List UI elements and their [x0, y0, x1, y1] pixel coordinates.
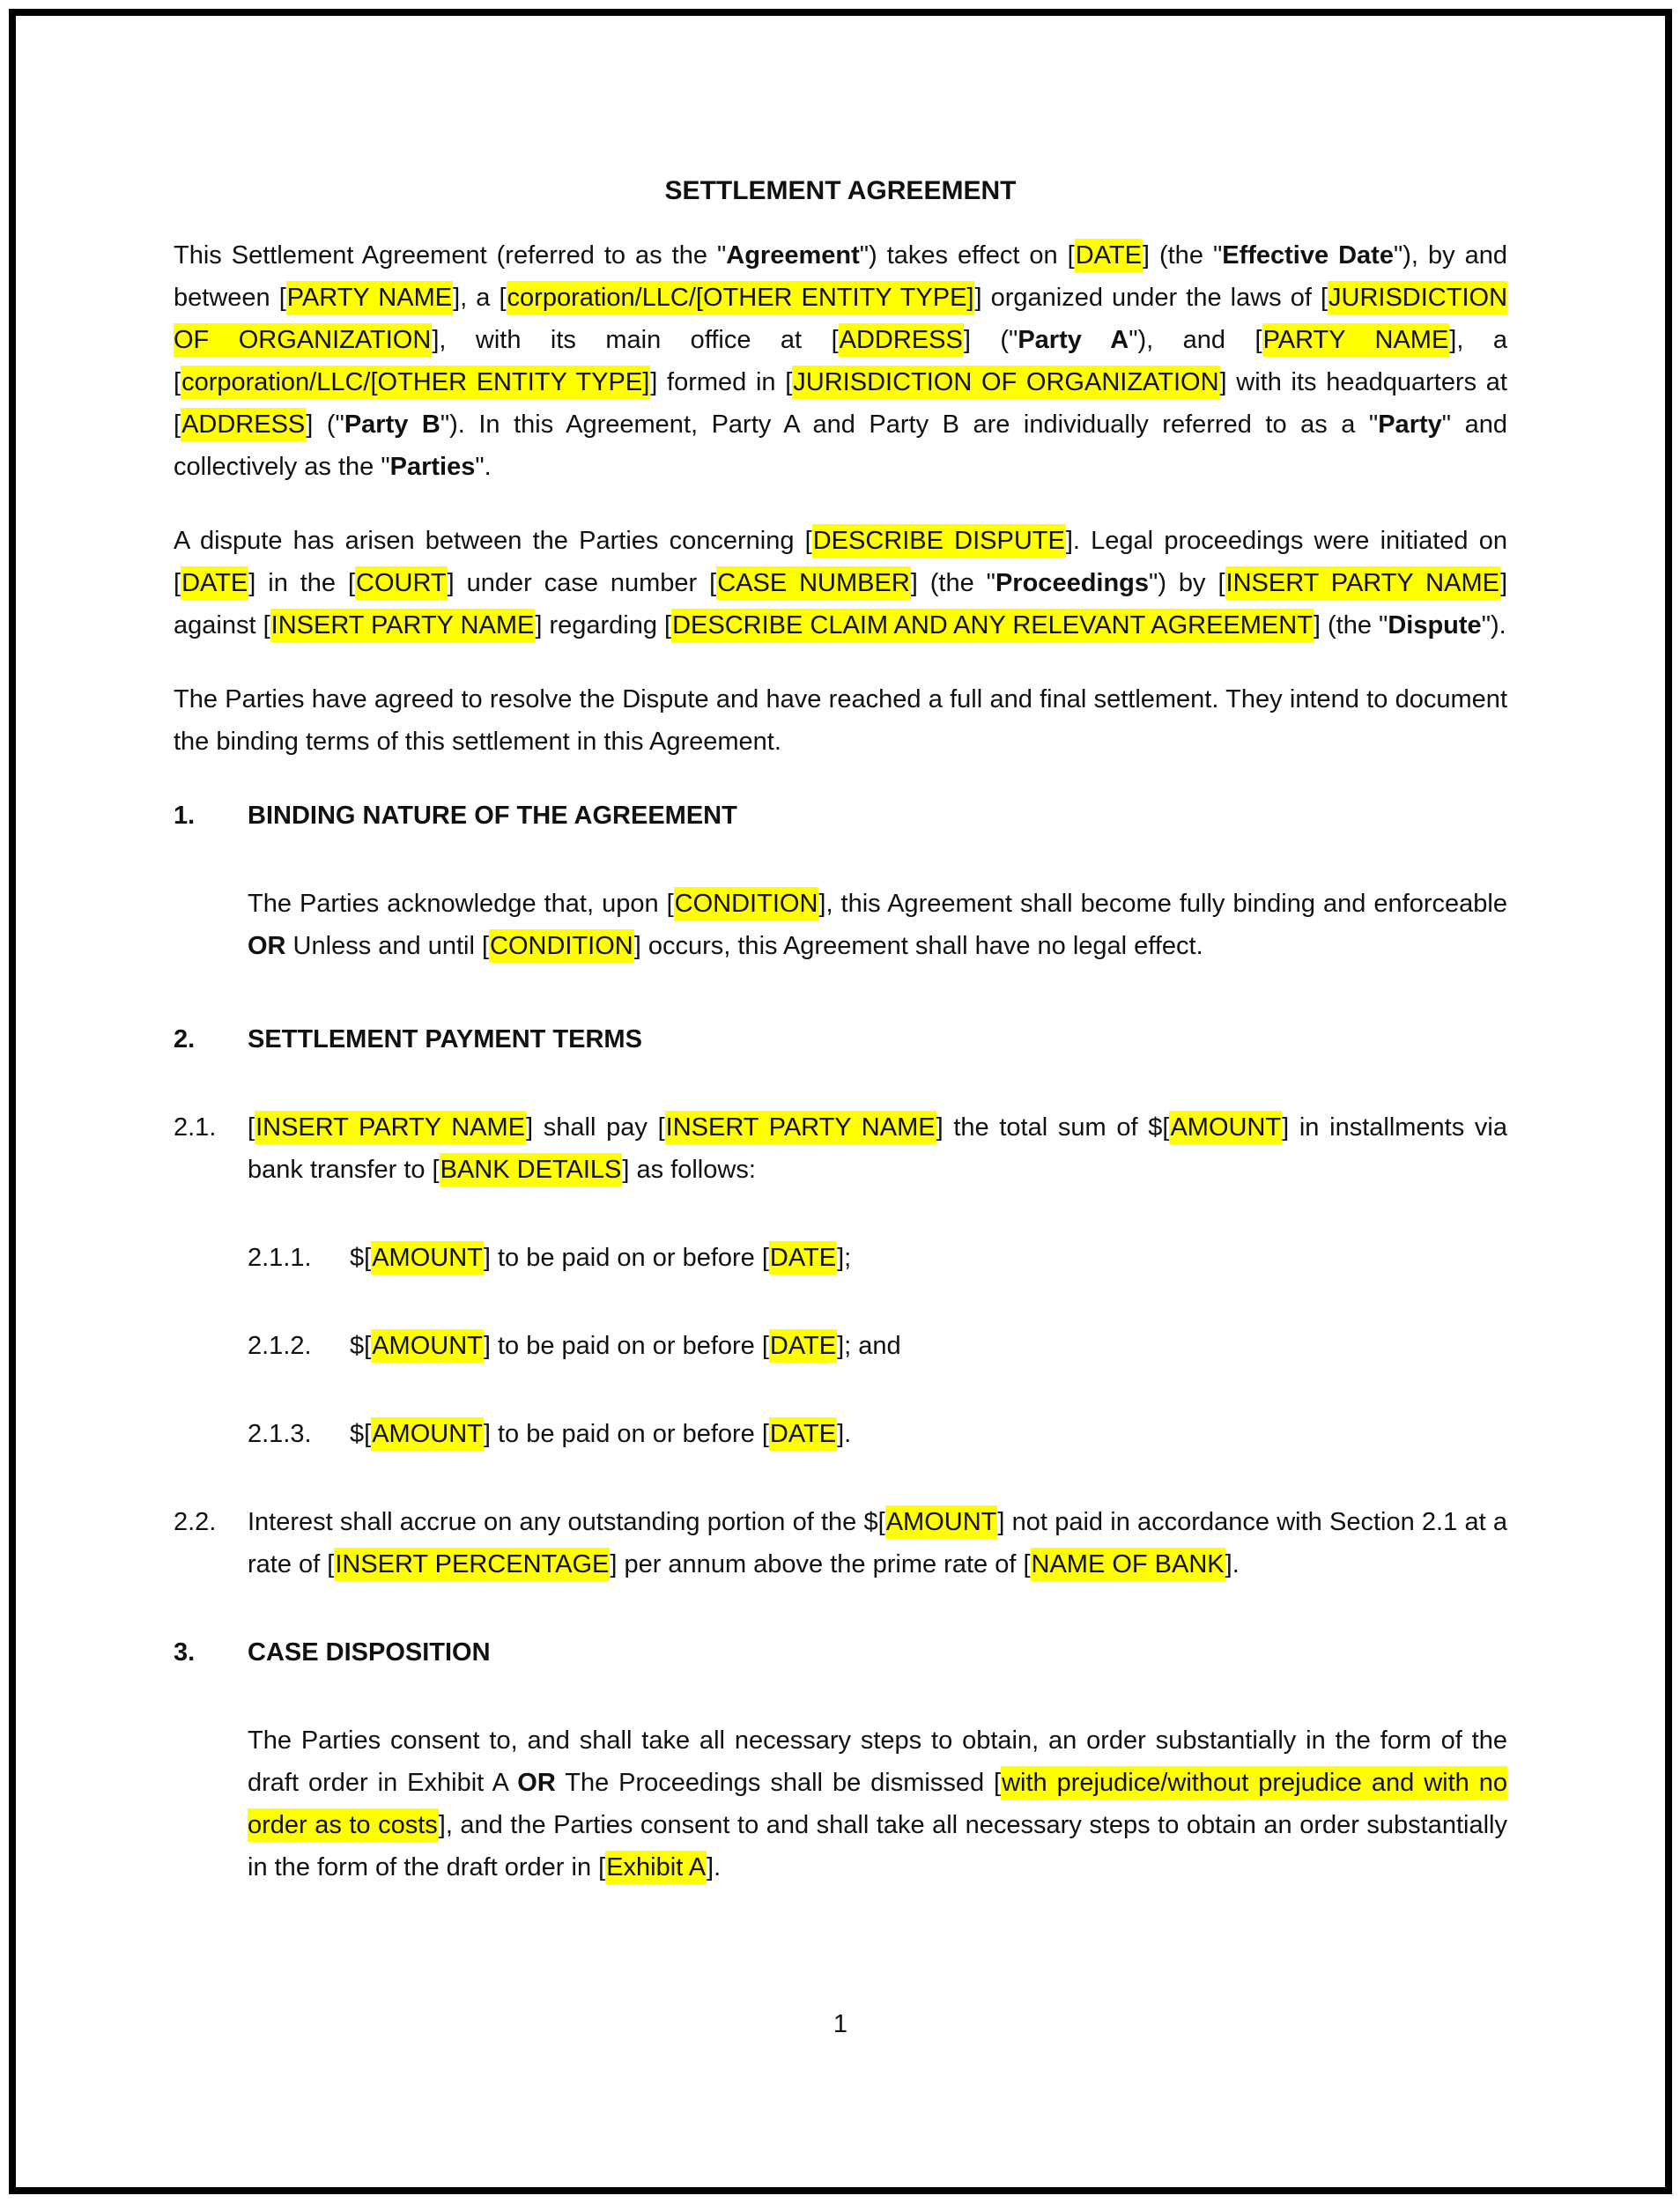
clause-text	[350, 1413, 1507, 1455]
clause-text	[248, 1106, 1507, 1191]
placeholder-highlight: DESCRIBE DISPUTE	[812, 524, 1066, 558]
text-run: ] shall pay [	[526, 1113, 665, 1142]
numbered-clause-2-1	[174, 1106, 1507, 1191]
section-heading-2	[174, 1018, 1507, 1061]
clause-number: 2.1.1.	[248, 1244, 312, 1272]
text-run: ] to be paid on or before [	[483, 1332, 769, 1360]
intro-paragraph	[174, 520, 1507, 647]
text-run: ") takes effect on [	[859, 241, 1075, 270]
text-run: ].	[837, 1420, 852, 1448]
placeholder-highlight: DATE	[1075, 239, 1143, 272]
text-run: ] ("	[306, 410, 344, 439]
text-run: $[	[350, 1420, 372, 1448]
text-run: $[	[350, 1244, 372, 1272]
text-run: ] formed in [	[650, 368, 793, 396]
placeholder-highlight: PARTY NAME	[1262, 323, 1450, 357]
text-run: ] not paid in accordance with Section 2.1 at a rate of [	[248, 1508, 1507, 1578]
text-run: ] occurs, this Agreement shall have no legal effect.	[633, 932, 1203, 960]
placeholder-highlight: CONDITION	[489, 929, 634, 963]
text-run: ] to be paid on or before [	[483, 1244, 769, 1272]
text-run: "). In this Agreement, Party A and Party B are individually referred to as a "	[440, 410, 1379, 439]
text-run: [	[248, 1113, 255, 1142]
text-run: ], a [	[453, 284, 507, 312]
placeholder-highlight: CASE NUMBER	[716, 566, 911, 600]
text-run: ] in the [	[248, 569, 356, 597]
numbered-clause-2-1-3	[248, 1413, 1507, 1455]
text-run: ] the total sum of $[	[936, 1113, 1170, 1142]
bold-text: Dispute	[1388, 611, 1482, 639]
text-run: ] as follows:	[622, 1156, 756, 1184]
placeholder-highlight: ADDRESS	[839, 323, 964, 357]
numbered-clause-2-2	[174, 1501, 1507, 1586]
clause-number: 2.1.3.	[248, 1420, 312, 1448]
placeholder-highlight: COURT	[355, 566, 448, 600]
placeholder-highlight: JURISDICTION OF ORGANIZATION	[792, 366, 1219, 399]
text-run: The Parties consent to, and shall take all necessary steps to obtain, an order substantially in the form of the draft order in Exhibit A	[248, 1726, 1507, 1797]
text-run: $[	[350, 1332, 372, 1360]
text-run: The Parties have agreed to resolve the Dispute and have reached a full and final settlement. They intend to document the binding terms of this settlement in this Agreement.	[174, 685, 1507, 756]
text-run: ] with its headquarters at [	[174, 368, 1507, 439]
text-run: ]. Legal proceedings were initiated on [	[174, 527, 1507, 597]
placeholder-highlight: DATE	[769, 1329, 837, 1363]
numbered-clause-2-1-2	[248, 1325, 1507, 1367]
text-run: ] under case number [	[447, 569, 717, 597]
placeholder-highlight: AMOUNT	[371, 1329, 484, 1363]
text-run: This Settlement Agreement (referred to as the "	[174, 241, 727, 270]
text-run: ] ("	[963, 326, 1018, 354]
text-run: "), and [	[1129, 326, 1262, 354]
section-number: 1.	[174, 802, 196, 830]
clause-text	[350, 1325, 1507, 1367]
placeholder-highlight: DATE	[769, 1241, 837, 1275]
bold-text: Agreement	[726, 241, 860, 270]
placeholder-highlight: AMOUNT	[1169, 1111, 1282, 1144]
section-body	[248, 883, 1507, 967]
placeholder-highlight: INSERT PARTY NAME	[270, 609, 536, 642]
placeholder-highlight: INSERT PERCENTAGE	[334, 1548, 610, 1581]
text-run: ], with its main office at [	[432, 326, 839, 354]
placeholder-highlight: Exhibit A	[605, 1851, 707, 1884]
section-heading-label: BINDING NATURE OF THE AGREEMENT	[248, 802, 737, 830]
placeholder-highlight: ADDRESS	[181, 408, 306, 441]
text-run: ] (the "	[1313, 611, 1388, 639]
bold-text: Effective Date	[1222, 241, 1394, 270]
text-run: Interest shall accrue on any outstanding portion of the $[	[248, 1508, 885, 1536]
page-number: 1	[833, 2010, 848, 2038]
intro-paragraph	[174, 234, 1507, 488]
placeholder-highlight: with prejudice/without prejudice and with no order as to costs	[248, 1766, 1507, 1842]
text-run: A dispute has arisen between the Parties concerning [	[174, 527, 812, 555]
section-number: 3.	[174, 1638, 196, 1667]
text-run: ]; and	[837, 1332, 901, 1360]
text-run: ] in installments via bank transfer to [	[248, 1113, 1508, 1184]
placeholder-highlight: DATE	[769, 1417, 837, 1451]
section-heading-3	[174, 1631, 1507, 1674]
placeholder-highlight: DATE	[181, 566, 248, 600]
text-run: ].	[1225, 1550, 1240, 1578]
text-run: ] (the "	[910, 569, 995, 597]
text-run: ], this Agreement shall become fully binding and enforceable	[818, 890, 1507, 918]
text-run: " and collectively as the "	[174, 410, 1507, 481]
text-run: ] to be paid on or before [	[483, 1420, 769, 1448]
text-run: ], and the Parties consent to and shall take all necessary steps to obtain an order substantially in the form of the draft order in [	[248, 1811, 1507, 1881]
clause-text	[248, 1501, 1507, 1586]
bold-text: Party	[1378, 410, 1442, 439]
section-number: 2.	[174, 1025, 196, 1053]
text-run: ") by [	[1149, 569, 1225, 597]
placeholder-highlight: AMOUNT	[371, 1417, 484, 1451]
placeholder-highlight: AMOUNT	[885, 1505, 998, 1539]
text-run: ").	[1481, 611, 1506, 639]
bold-text: Proceedings	[995, 569, 1150, 597]
text-run: ], a [	[174, 326, 1507, 396]
document-title: SETTLEMENT AGREEMENT	[664, 176, 1017, 205]
text-run: ".	[475, 453, 492, 481]
bold-text: Party B	[344, 410, 440, 439]
clause-number: 2.2.	[174, 1508, 217, 1536]
text-run: ];	[837, 1244, 852, 1272]
placeholder-highlight: INSERT PARTY NAME	[665, 1111, 936, 1144]
placeholder-highlight: JURISDICTION OF ORGANIZATION	[174, 281, 1507, 357]
text-run: ] per annum above the prime rate of [	[610, 1550, 1031, 1578]
text-run: ] against [	[174, 569, 1508, 639]
text-run: "), by and between [	[174, 241, 1507, 312]
bold-text: Party A	[1018, 326, 1129, 354]
text-run: The Parties acknowledge that, upon [	[248, 890, 674, 918]
numbered-clause-2-1-1	[248, 1237, 1507, 1279]
section-heading-label: CASE DISPOSITION	[248, 1638, 491, 1667]
clause-number: 2.1.2.	[248, 1332, 312, 1360]
section-body	[248, 1719, 1507, 1889]
bold-text: Parties	[389, 453, 476, 481]
placeholder-highlight: BANK DETAILS	[440, 1153, 623, 1187]
document-body	[174, 234, 1507, 1889]
section-heading-1	[174, 795, 1507, 837]
document-page	[174, 0, 1507, 2045]
placeholder-highlight: DESCRIBE CLAIM AND ANY RELEVANT AGREEMENT	[671, 609, 1314, 642]
bold-text: OR	[517, 1769, 556, 1797]
text-run: ] regarding [	[535, 611, 672, 639]
placeholder-highlight: corporation/LLC/[OTHER ENTITY TYPE]	[181, 366, 650, 399]
placeholder-highlight: NAME OF BANK	[1031, 1548, 1225, 1581]
intro-paragraph	[174, 678, 1507, 763]
text-run: Unless and until [	[285, 932, 490, 960]
clause-number: 2.1.	[174, 1113, 217, 1142]
text-run: ] organized under the laws of [	[974, 284, 1328, 312]
placeholder-highlight: INSERT PARTY NAME	[255, 1111, 526, 1144]
text-run: The Proceedings shall be dismissed [	[555, 1769, 1002, 1797]
placeholder-highlight: PARTY NAME	[286, 281, 453, 314]
text-run: ] (the "	[1142, 241, 1223, 270]
section-heading-label: SETTLEMENT PAYMENT TERMS	[248, 1025, 642, 1053]
placeholder-highlight: CONDITION	[674, 887, 819, 920]
placeholder-highlight: corporation/LLC/[OTHER ENTITY TYPE]	[507, 281, 975, 314]
bold-text: OR	[248, 932, 286, 960]
text-run: ].	[707, 1853, 722, 1881]
placeholder-highlight: AMOUNT	[371, 1241, 484, 1275]
placeholder-highlight: INSERT PARTY NAME	[1225, 566, 1500, 600]
clause-text	[350, 1237, 1507, 1279]
